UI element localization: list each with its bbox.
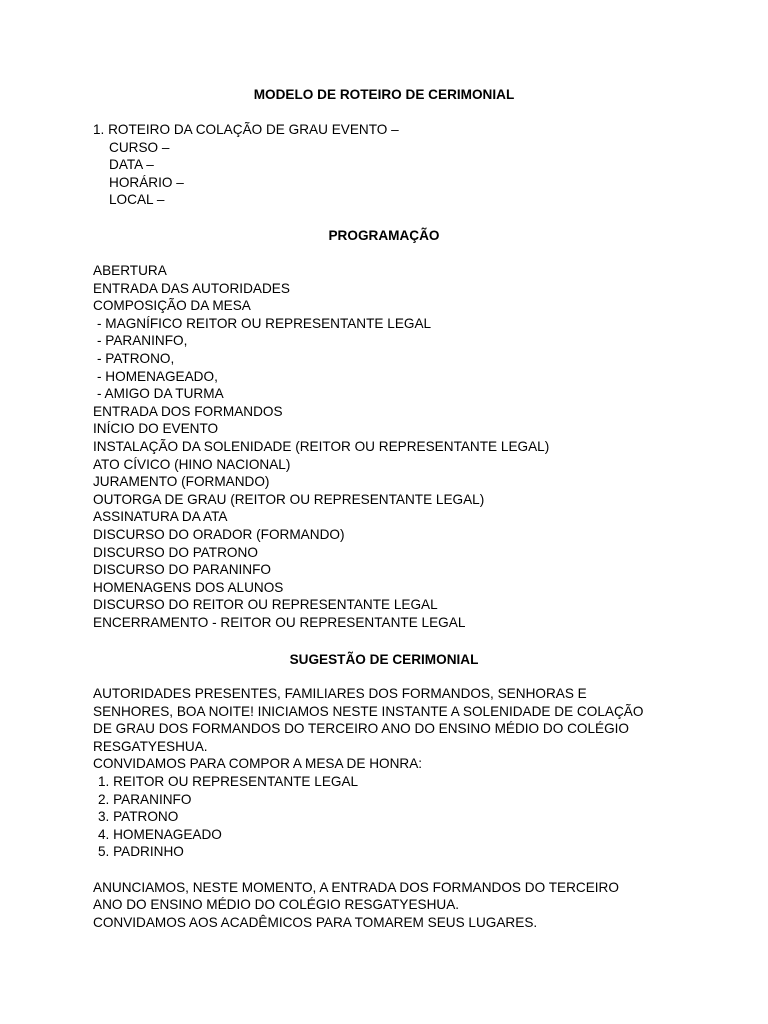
programacao-item: DISCURSO DO PARANINFO xyxy=(93,562,271,578)
mesa-item: 5. PADRINHO xyxy=(98,844,184,860)
mesa-item: 2. PARANINFO xyxy=(98,791,192,807)
sugestao-body xyxy=(93,685,693,931)
programacao-item: ABERTURA xyxy=(93,263,167,278)
programacao-item: JURAMENTO (FORMANDO) xyxy=(93,474,270,490)
event-info-section xyxy=(93,121,693,209)
mesa-item: 4. HOMENAGEADO xyxy=(98,826,222,842)
paragraph-line: CONVIDAMOS PARA COMPOR A MESA DE HONRA: xyxy=(93,756,423,772)
field-horario: HORÁRIO – xyxy=(109,174,184,190)
paragraph-line: CONVIDAMOS AOS ACADÊMICOS PARA TOMAREM SEUS LUGARES. xyxy=(93,914,538,930)
blank-line xyxy=(93,861,693,879)
mesa-de-honra-list xyxy=(93,773,693,861)
programacao-item: ENCERRAMENTO - REITOR OU REPRESENTANTE LEGAL xyxy=(93,614,466,630)
paragraph-line: ANO DO ENSINO MÉDIO DO COLÉGIO RESGATYESHUA. xyxy=(93,897,460,913)
programacao-title: PROGRAMAÇÃO xyxy=(328,228,440,243)
paragraph-line: DE GRAU DOS FORMANDOS DO TERCEIRO ANO DO ENSINO MÉDIO DO COLÉGIO xyxy=(93,721,630,737)
field-data: DATA – xyxy=(109,157,154,173)
programacao-item: DISCURSO DO PATRONO xyxy=(93,544,258,560)
programacao-item: OUTORGA DE GRAU (REITOR OU REPRESENTANTE LEGAL) xyxy=(93,491,485,507)
mesa-item: 1. REITOR OU REPRESENTANTE LEGAL xyxy=(98,773,359,789)
programacao-item: DISCURSO DO ORADOR (FORMANDO) xyxy=(93,526,345,542)
mesa-item: 3. PATRONO xyxy=(98,809,179,825)
sugestao-paragraph-2 xyxy=(93,879,693,932)
sugestao-paragraph-1 xyxy=(93,685,693,773)
programacao-list xyxy=(93,262,693,631)
programacao-item: ENTRADA DOS FORMANDOS xyxy=(93,403,283,419)
field-curso: CURSO – xyxy=(109,139,170,155)
document-title: MODELO DE ROTEIRO DE CERIMONIAL xyxy=(253,87,515,102)
event-heading: 1. ROTEIRO DA COLAÇÃO DE GRAU EVENTO – xyxy=(93,122,399,137)
paragraph-line: AUTORIDADES PRESENTES, FAMILIARES DOS FORMANDOS, SENHORAS E xyxy=(93,686,587,701)
programacao-item: ENTRADA DAS AUTORIDADES xyxy=(93,280,290,296)
programacao-item: ATO CÍVICO (HINO NACIONAL) xyxy=(93,456,291,472)
programacao-item: - PATRONO, xyxy=(97,350,175,366)
programacao-item: - MAGNÍFICO REITOR OU REPRESENTANTE LEGAL xyxy=(97,315,432,331)
paragraph-line: SENHORES, BOA NOITE! INICIAMOS NESTE INSTANTE A SOLENIDADE DE COLAÇÃO xyxy=(93,703,644,719)
programacao-item: INSTALAÇÃO DA SOLENIDADE (REITOR OU REPRESENTANTE LEGAL) xyxy=(93,438,550,454)
programacao-item: - PARANINFO, xyxy=(97,333,188,349)
programacao-item: INÍCIO DO EVENTO xyxy=(93,421,219,437)
paragraph-line: RESGATYESHUA. xyxy=(93,738,208,754)
sugestao-title: SUGESTÃO DE CERIMONIAL xyxy=(289,652,479,667)
paragraph-line: ANUNCIAMOS, NESTE MOMENTO, A ENTRADA DOS FORMANDOS DO TERCEIRO xyxy=(93,879,619,895)
programacao-item: DISCURSO DO REITOR OU REPRESENTANTE LEGAL xyxy=(93,597,438,613)
programacao-item: - HOMENAGEADO, xyxy=(97,368,218,384)
programacao-item: ASSINATURA DA ATA xyxy=(93,509,228,525)
programacao-item: HOMENAGENS DOS ALUNOS xyxy=(93,579,284,595)
programacao-item: COMPOSIÇÃO DA MESA xyxy=(93,298,251,314)
programacao-item: - AMIGO DA TURMA xyxy=(97,386,224,402)
field-local: LOCAL – xyxy=(109,192,165,208)
